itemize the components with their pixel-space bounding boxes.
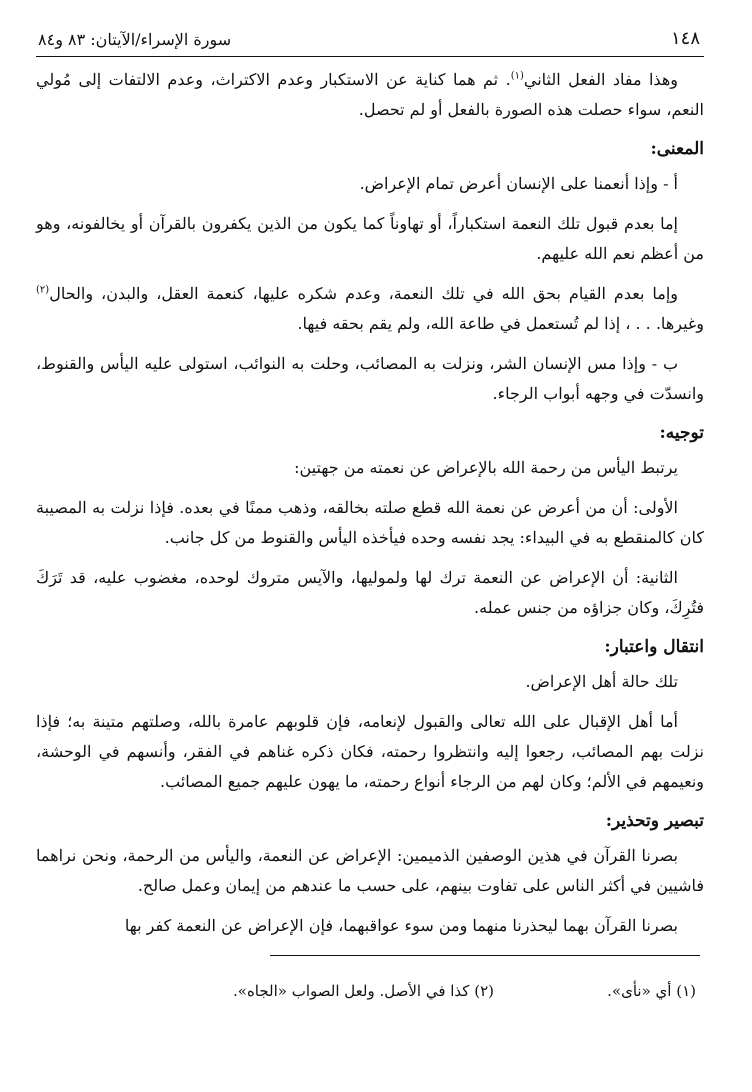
paragraph: تلك حالة أهل الإعراض. xyxy=(525,672,678,691)
footnote-1: (١) أي «نأى». xyxy=(607,982,696,1000)
paragraph: بصرنا القرآن بهما ليحذرنا منهما ومن سوء عواقبهما، فإن الإعراض عن النعمة كفر بها xyxy=(124,916,678,935)
paragraph: أ - وإذا أنعمنا على الإنسان أعرض تمام الإعراض. xyxy=(359,174,678,193)
section-heading-insight: تبصير وتحذير: xyxy=(605,811,704,831)
section-heading-meaning: المعنى: xyxy=(650,139,704,159)
paragraph: يرتبط اليأس من رحمة الله بالإعراض عن نعمته من جهتين: xyxy=(294,458,678,477)
paragraph: الأولى: أن من أعرض عن نعمة الله قطع صلته بخالقه، وذهب ممنًا في بعده. فإذا نزلت به المصيبة كان كالمنقطع به في البيداء: يجد نفسه وحده فيأخذه اليأس والقنوط من كل جانب. xyxy=(36,498,704,547)
paragraph xyxy=(36,279,704,339)
paragraph: أما أهل الإقبال على الله تعالى والقبول لإنعامه، فإن قلوبهم عامرة بالله، وصلتهم متينة به؛ فإذا نزلت بهم المصائب، رجعوا إليه وانتظروا رحمته، فكان ذكره غناهم في الفقر، وأنسهم في الوحشة، ونعيمهم في الألم؛ وكان لهم من الرجاء أنواع رحمته، ما يهون عليهم جميع المصائب. xyxy=(36,712,704,791)
paragraph: إما بعدم قبول تلك النعمة استكباراً، أو تهاوناً كما يكون من الذين يكفرون بالقرآن أو يخالفونه، وهو من أعظم نعم الله عليهم. xyxy=(36,214,704,263)
book-page xyxy=(36,26,704,951)
paragraph: بصرنا القرآن في هذين الوصفين الذميمين: الإعراض عن النعمة، واليأس من الرحمة، ونحن نراهما فاشيين في أكثر الناس على تفاوت بينهم، على حسب ما عندهم من إيمان وعمل صالح. xyxy=(36,846,704,895)
paragraph: الثانية: أن الإعراض عن النعمة ترك لها ولموليها، والآيس متروك لوحده، مغضوب عليه، قد تَرَكَ فتُرِكَ، وكان جزاؤه من جنس عمله. xyxy=(36,568,704,617)
paragraph-text: وإما بعدم القيام بحق الله في تلك النعمة، وعدم شكره عليها، كنعمة العقل، والبدن، والحال xyxy=(49,284,678,303)
page-body xyxy=(36,65,704,941)
paragraph xyxy=(36,65,704,125)
section-heading-transition: انتقال واعتبار: xyxy=(604,637,704,657)
paragraph-text: وغيرها. . . ، إذا لم تُستعمل في طاعة الله، ولم يقم بحقه فيها. xyxy=(297,314,704,333)
running-title: سورة الإسراء/الآيتان: ٨٣ و٨٤ xyxy=(38,30,232,49)
paragraph-text: . ثم هما كناية عن الاستكبار وعدم الاكتراث، وعدم الالتفات إلى مُولي النعم، سواء حصلت هذه الصورة بالفعل أو لم تحصل. xyxy=(36,70,704,119)
footnote-ref: (١) xyxy=(510,70,524,82)
footnote-divider xyxy=(270,955,700,956)
footnote-2: (٢) كذا في الأصل. ولعل الصواب «الجاه». xyxy=(233,982,494,1000)
paragraph-text: وهذا مفاد الفعل الثاني xyxy=(523,70,678,89)
footnote-ref: (٢) xyxy=(36,284,50,296)
section-heading-direction: توجيه: xyxy=(659,423,704,443)
page-header xyxy=(36,26,704,57)
paragraph: ب - وإذا مس الإنسان الشر، ونزلت به المصائب، وحلت به النوائب، استولى عليه اليأس والقنوط، وانسدّت في وجهه أبواب الرجاء. xyxy=(36,354,704,403)
page-number: ١٤٨ xyxy=(670,28,700,49)
